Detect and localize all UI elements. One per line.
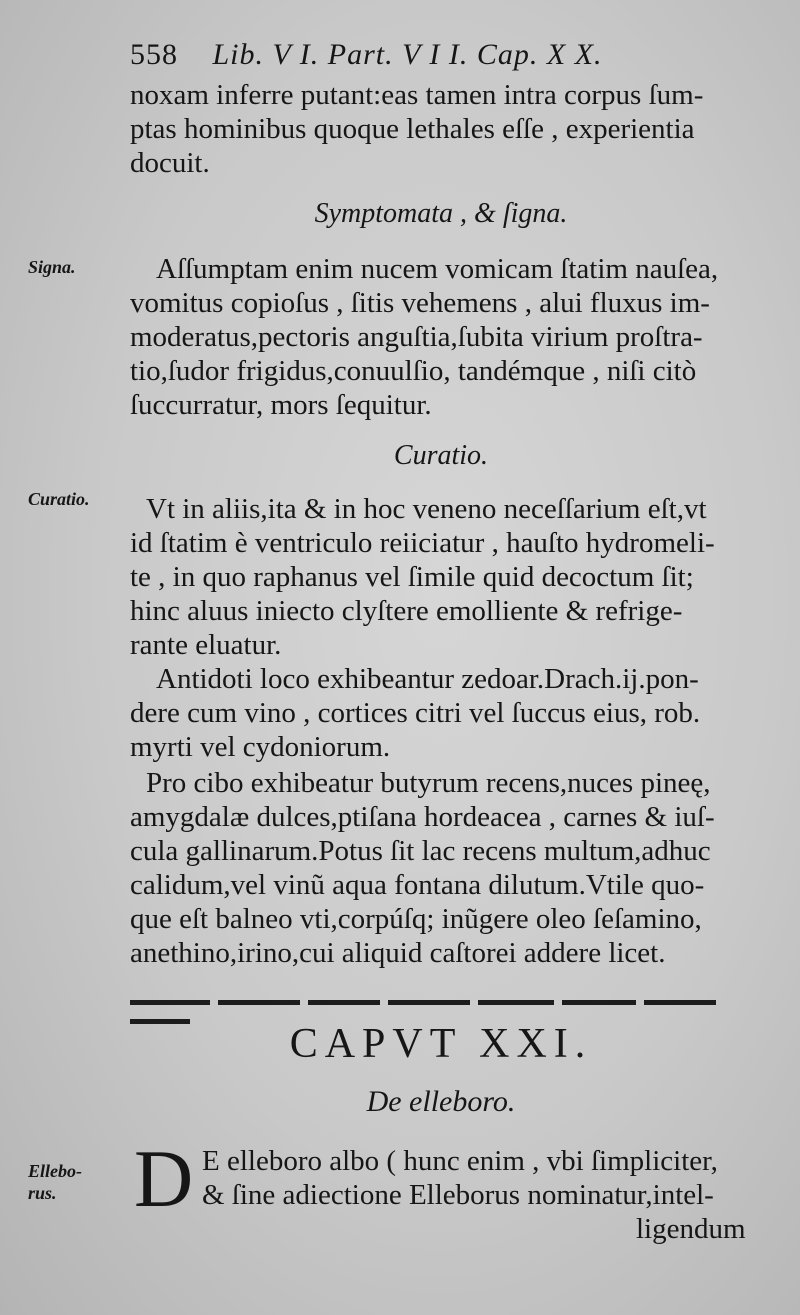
text-line: id ſtatim è ventriculo reiiciatur , hauſto hydromeli- <box>130 527 715 559</box>
text-line: ligendum <box>636 1213 746 1245</box>
margin-note-line: rus. <box>28 1183 57 1203</box>
text-line: vomitus copioſus , ſitis vehemens , alui fluxus im- <box>130 287 710 319</box>
text-line: tio,ſudor frigidus,conuulſio, tandémque , niſi citò <box>130 355 697 387</box>
text-line: cula gallinarum.Potus ſit lac recens multum,adhuc <box>130 835 711 867</box>
chapter-subtitle: De elleboro. <box>366 1085 516 1118</box>
text-line: te , in quo raphanus vel ſimile quid decoctum ſit; <box>130 561 694 593</box>
margin-note-signa: Signa. <box>28 257 76 277</box>
text-line: Vt in aliis,ita & in hoc veneno neceſſarium eſt,vt <box>146 493 707 525</box>
text-line: calidum,vel vinũ aqua fontana dilutum.Vtile quo- <box>130 869 705 901</box>
text-line: anethino,irino,cui aliquid caſtorei addere licet. <box>130 937 666 969</box>
text-line: docuit. <box>130 147 210 179</box>
text-line: ſuccurratur, mors ſequitur. <box>130 389 432 421</box>
text-line: & ſine adiectione Elleborus nominatur,intel- <box>202 1179 714 1211</box>
text-line: amygdalæ dulces,ptiſana hordeacea , carnes & iuſ- <box>130 801 715 833</box>
section-heading: Symptomata , & ſigna. <box>314 198 568 229</box>
text-line: rante eluatur. <box>130 629 282 661</box>
text-line: myrti vel cydoniorum. <box>130 731 391 763</box>
text-line: Pro cibo exhibeatur butyrum recens,nuces pineę, <box>146 767 711 799</box>
text-line: que eſt balneo vti,corpúſq; inũgere oleo ſeſamino, <box>130 903 702 935</box>
text-line: ptas hominibus quoque lethales eſſe , experientia <box>130 113 695 145</box>
text-line: dere cum vino , cortices citri vel ſuccus eius, rob. <box>130 697 701 729</box>
text-line: Aſſumptam enim nucem vomicam ſtatim nauſea, <box>156 253 719 285</box>
running-header <box>130 38 690 72</box>
text-line: hinc aluus iniecto clyſtere emolliente & refrige- <box>130 595 683 627</box>
margin-note-curatio: Curatio. <box>28 489 90 509</box>
text-line: E elleboro albo ( hunc enim , vbi ſimpliciter, <box>202 1145 718 1177</box>
running-title: Lib. V I. Part. V I I. Cap. X X. <box>212 38 603 71</box>
decorative-rule <box>130 1000 750 1008</box>
margin-note-elleborus <box>28 1160 82 1204</box>
text-line: Antidoti loco exhibeantur zedoar.Drach.ij.pon- <box>156 663 699 695</box>
drop-cap: D <box>134 1133 194 1224</box>
text-line: moderatus,pectoris anguſtia,ſubita virium proſtra- <box>130 321 703 353</box>
chapter-title: CAPVT XXI. <box>289 1021 593 1067</box>
section-heading: Curatio. <box>393 440 489 471</box>
text-line: noxam inferre putant:eas tamen intra corpus ſum- <box>130 79 704 111</box>
page-number: 558 <box>130 38 178 71</box>
margin-note-line: Ellebo- <box>28 1161 82 1181</box>
